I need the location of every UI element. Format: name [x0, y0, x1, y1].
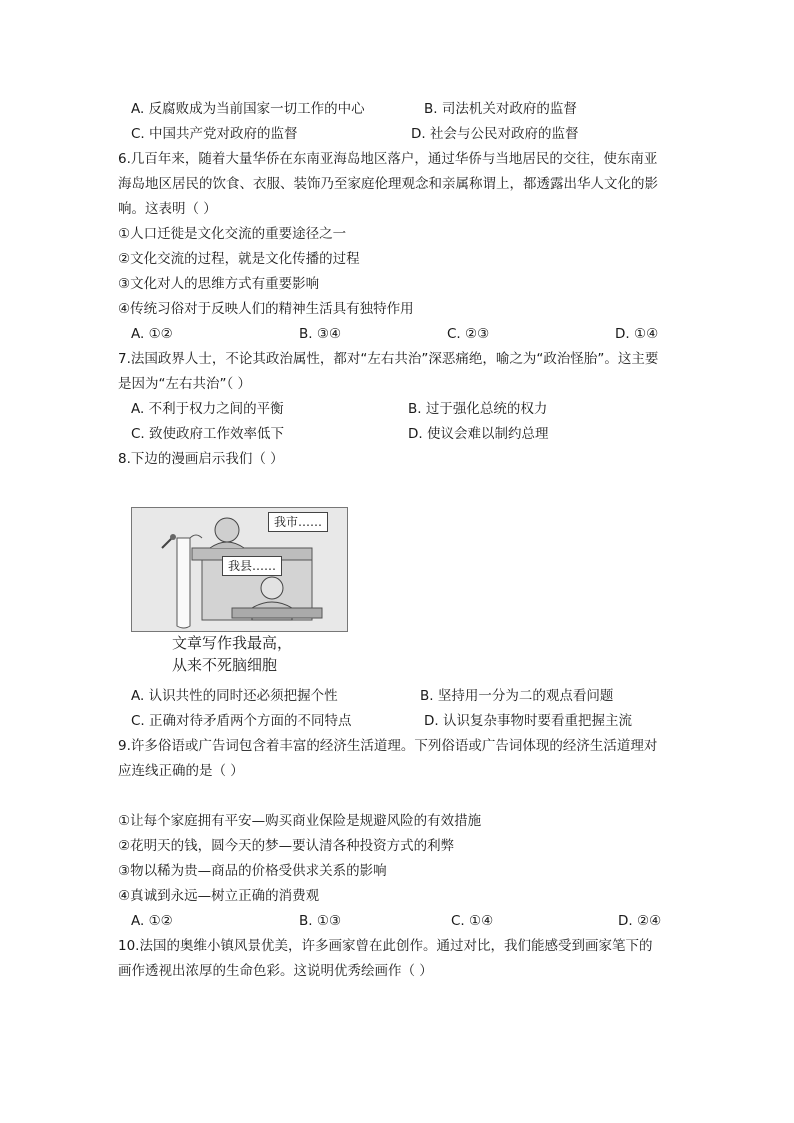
q8-option-d: D. 认识复杂事物时要看重把握主流 [424, 713, 632, 729]
speech-bubble-top: 我市…… [268, 512, 328, 532]
q7-stem-line-2: 是因为“左右共治”（ ） [118, 376, 252, 392]
q9-option-a: A. ①② [131, 913, 173, 929]
q9-item-3: ③物以稀为贵—商品的价格受供求关系的影响 [118, 863, 387, 879]
q6-option-c: C. ②③ [447, 326, 490, 342]
q8-option-c: C. 正确对待矛盾两个方面的不同特点 [131, 713, 352, 729]
q10-stem-line-2: 画作透视出浓厚的生命色彩。这说明优秀绘画作（ ） [118, 963, 433, 979]
q8-option-a: A. 认识共性的同时还必须把握个性 [131, 688, 338, 704]
q9-stem-line-1: 9.许多俗语或广告词包含着丰富的经济生活道理。下列俗语或广告词体现的经济生活道理对 [118, 738, 658, 754]
q6-stem-line-3: 响。这表明（ ） [118, 201, 217, 217]
q9-item-1: ①让每个家庭拥有平安—购买商业保险是规避风险的有效措施 [118, 813, 482, 829]
cartoon-caption-line-2: 从来不死脑细胞 [172, 656, 278, 674]
q6-stem-line-2: 海岛地区居民的饮食、衣服、装饰乃至家庭伦理观念和亲属称谓上，都透露出华人文化的影 [118, 176, 658, 192]
q6-option-a: A. ①② [131, 326, 173, 342]
q6-option-d: D. ①④ [615, 326, 659, 342]
q9-stem-line-2: 应连线正确的是（ ） [118, 763, 244, 779]
q8-option-b: B. 坚持用一分为二的观点看问题 [420, 688, 614, 704]
q6-stem-line-1: 6.几百年来，随着大量华侨在东南亚海岛地区落户，通过华侨与当地居民的交往，使东南亚 [118, 151, 658, 167]
q7-option-b: B. 过于强化总统的权力 [408, 401, 548, 417]
q7-option-a: A. 不利于权力之间的平衡 [131, 401, 284, 417]
q6-item-3: ③文化对人的思维方式有重要影响 [118, 276, 320, 292]
q9-option-b: B. ①③ [299, 913, 342, 929]
q5-option-b: B. 司法机关对政府的监督 [424, 101, 577, 117]
q9-item-2: ②花明天的钱，圆今天的梦—要认清各种投资方式的利弊 [118, 838, 455, 854]
q7-stem-line-1: 7.法国政界人士，不论其政治属性，都对“左右共治”深恶痛绝，喻之为“政治怪胎”。这主要 [118, 351, 659, 367]
speech-bubble-bottom: 我县…… [222, 556, 282, 576]
q10-stem-line-1: 10.法国的奥维小镇风景优美，许多画家曾在此创作。通过对比，我们能感受到画家笔下的 [118, 938, 653, 954]
q5-option-c: C. 中国共产党对政府的监督 [131, 126, 298, 142]
cartoon-image [131, 507, 348, 632]
q9-option-d: D. ②④ [618, 913, 662, 929]
q6-option-b: B. ③④ [299, 326, 342, 342]
q7-option-c: C. 致使政府工作效率低下 [131, 426, 285, 442]
q6-item-2: ②文化交流的过程，就是文化传播的过程 [118, 251, 360, 267]
q6-item-1: ①人口迁徙是文化交流的重要途径之一 [118, 226, 347, 242]
q5-option-d: D. 社会与公民对政府的监督 [411, 126, 579, 142]
q6-item-4: ④传统习俗对于反映人们的精神生活具有独特作用 [118, 301, 414, 317]
q9-option-c: C. ①④ [451, 913, 494, 929]
q7-option-d: D. 使议会难以制约总理 [408, 426, 549, 442]
q8-stem: 8.下边的漫画启示我们（ ） [118, 451, 284, 467]
q5-option-a: A. 反腐败成为当前国家一切工作的中心 [131, 101, 365, 117]
cartoon-caption-line-1: 文章写作我最高， [172, 634, 293, 652]
q9-item-4: ④真诚到永远—树立正确的消费观 [118, 888, 320, 904]
